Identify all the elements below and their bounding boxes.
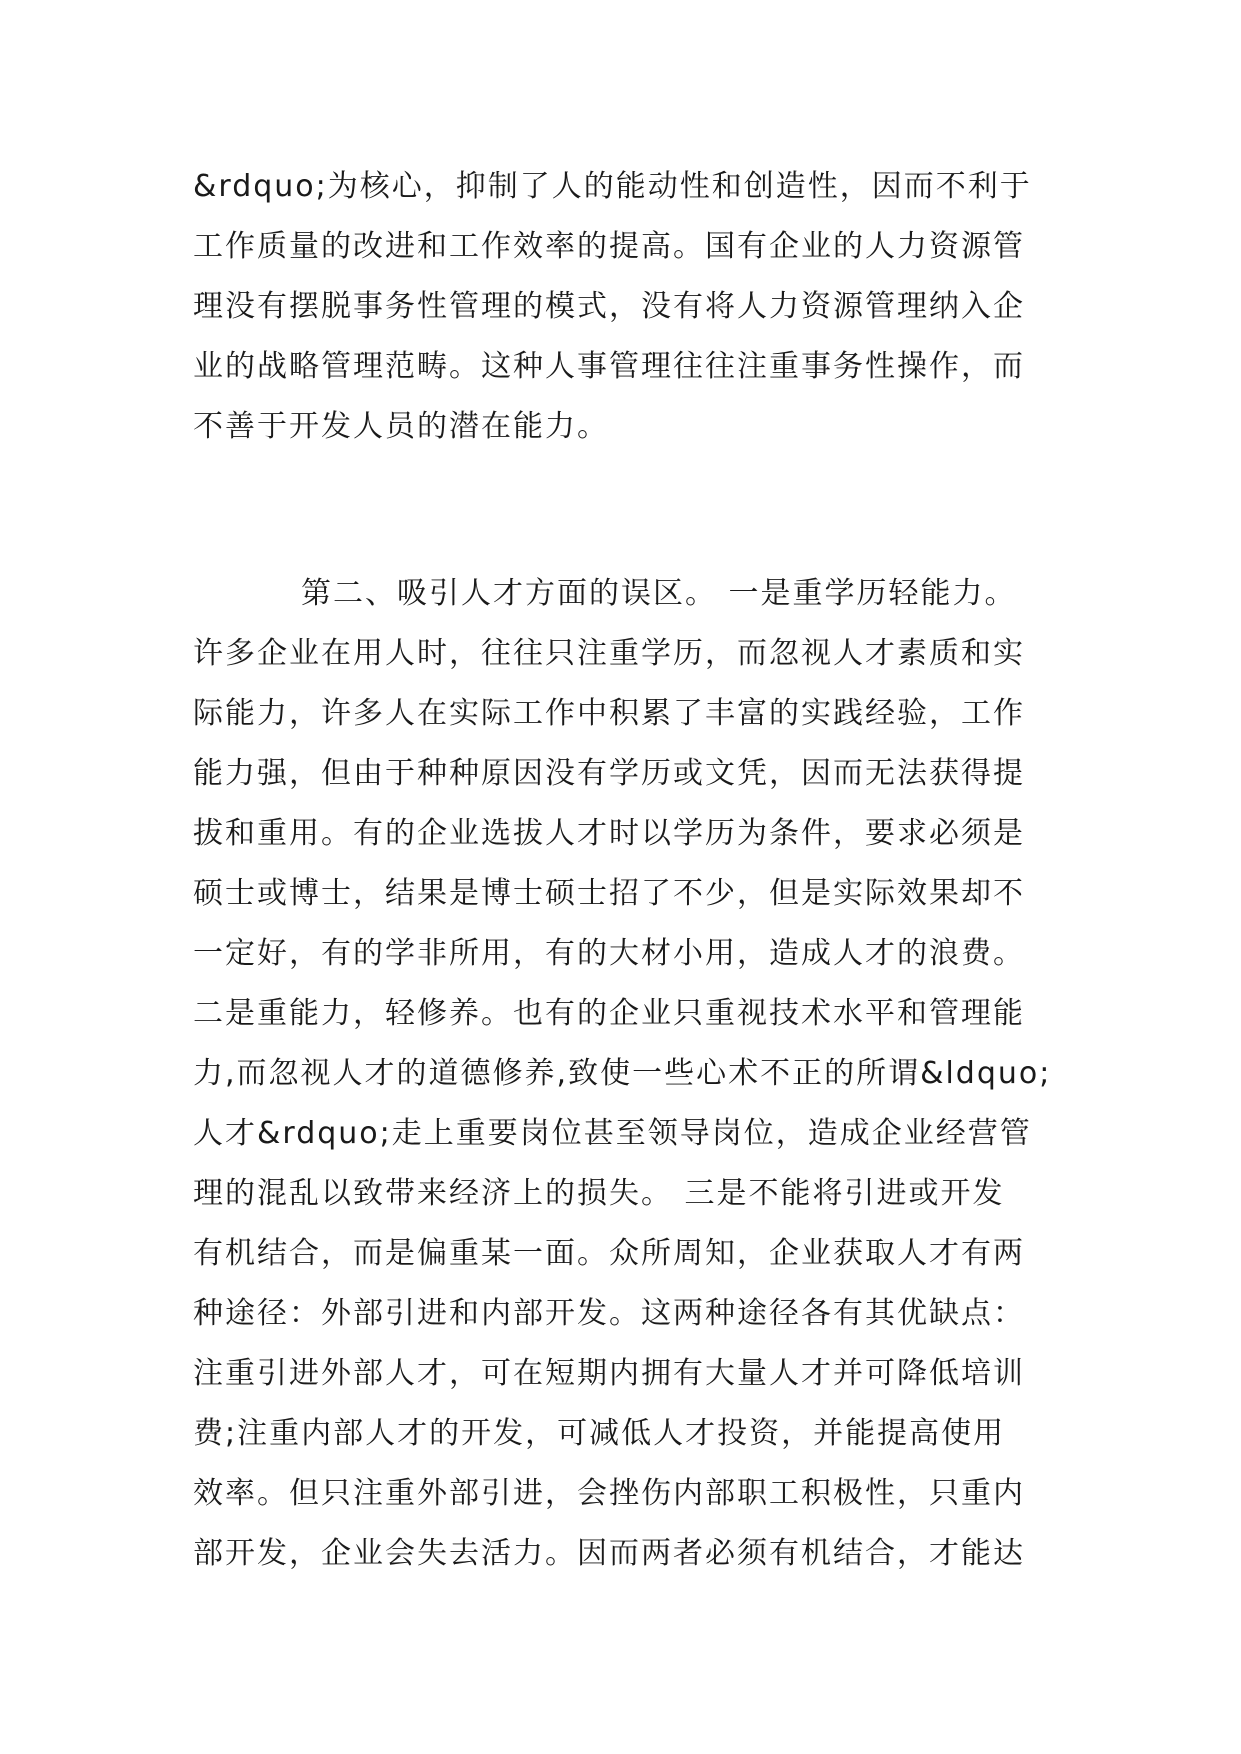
text-line: 理的混乱以致带来经济上的损失。 三是不能将引进或开发 xyxy=(193,1176,1005,1211)
text-line: 效率。但只注重外部引进，会挫伤内部职工积极性，只重内 xyxy=(193,1476,1025,1511)
text-line: 费;注重内部人才的开发，可减低人才投资，并能提高使用 xyxy=(193,1416,1006,1451)
text-line: 人才&rdquo;走上重要岗位甚至领导岗位，造成企业经营管 xyxy=(193,1116,1032,1151)
paragraph-2 xyxy=(193,564,1053,1584)
text-line: 有机结合，而是偏重某一面。众所周知，企业获取人才有两 xyxy=(193,1236,1025,1271)
text-line: 理没有摆脱事务性管理的模式，没有将人力资源管理纳入企 xyxy=(193,289,1025,324)
text-line: 一定好，有的学非所用，有的大材小用，造成人才的浪费。 xyxy=(193,936,1025,971)
text-line: 许多企业在用人时，往往只注重学历，而忽视人才素质和实 xyxy=(193,636,1025,671)
text-line: 拔和重用。有的企业选拔人才时以学历为条件，要求必须是 xyxy=(193,816,1025,851)
text-line: 注重引进外部人才，可在短期内拥有大量人才并可降低培训 xyxy=(193,1356,1025,1391)
text-line: 硕士或博士，结果是博士硕士招了不少，但是实际效果却不 xyxy=(193,876,1025,911)
section-heading-line: 第二、吸引人才方面的误区。 一是重学历轻能力。 xyxy=(301,576,1017,611)
text-line: 力,而忽视人才的道德修养,致使一些心术不正的所谓&ldquo; xyxy=(193,1056,1052,1091)
text-line: 能力强，但由于种种原因没有学历或文凭，因而无法获得提 xyxy=(193,756,1025,791)
text-line: 不善于开发人员的潜在能力。 xyxy=(193,409,609,444)
text-line: 部开发，企业会失去活力。因而两者必须有机结合，才能达 xyxy=(193,1536,1025,1571)
text-line: &rdquo;为核心，抑制了人的能动性和创造性，因而不利于 xyxy=(193,169,1032,204)
text-line: 工作质量的改进和工作效率的提高。国有企业的人力资源管 xyxy=(193,229,1025,264)
text-line: 二是重能力，轻修养。也有的企业只重视技术水平和管理能 xyxy=(193,996,1025,1031)
text-line: 业的战略管理范畴。这种人事管理往往注重事务性操作，而 xyxy=(193,349,1025,384)
text-line: 际能力，许多人在实际工作中积累了丰富的实践经验，工作 xyxy=(193,696,1025,731)
text-line: 种途径：外部引进和内部开发。这两种途径各有其优缺点： xyxy=(193,1296,1025,1331)
paragraph-1 xyxy=(193,157,1053,457)
